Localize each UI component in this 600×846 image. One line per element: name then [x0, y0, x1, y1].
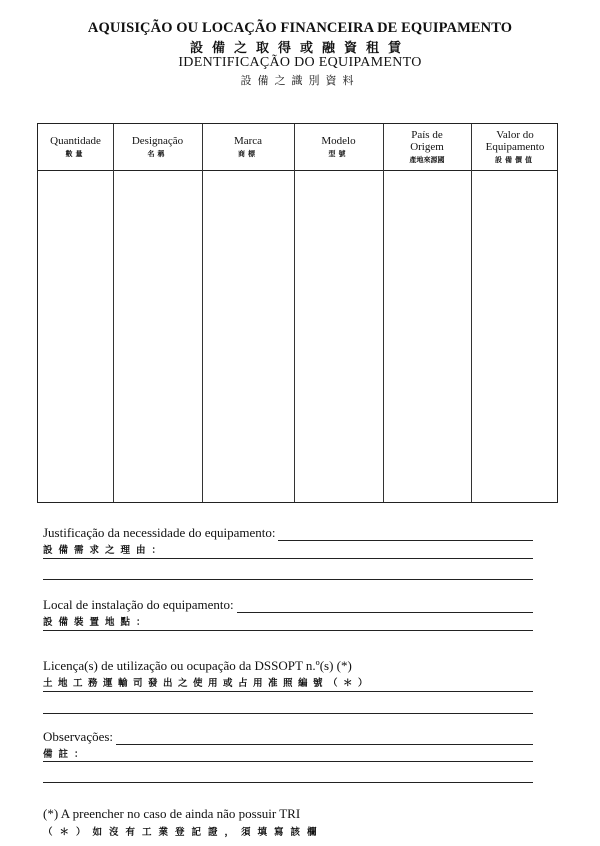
header-label-chinese: 商標 [238, 149, 258, 158]
column-divider [113, 124, 114, 502]
header-label-chinese: 設備價值 [495, 155, 535, 164]
column-header-model [294, 124, 383, 170]
header-label-chinese: 數量 [65, 149, 86, 158]
justification-field [43, 525, 533, 556]
licence-label-chinese: 土地工務運輸司發出之使用或占用准照編號（＊） [43, 678, 374, 689]
header-label: Valor do Equipamento [485, 128, 545, 153]
form-title: AQUISIÇÃO OU LOCAÇÃO FINANCEIRA DE EQUIPAMENTO [87, 20, 513, 36]
form-subtitle-chinese: 設備之識別資料 [240, 74, 360, 87]
footnote: (*) A preencher no caso de ainda não possuir TRI [43, 806, 301, 821]
location-label: Local de instalação do equipamento: [43, 597, 234, 612]
header-label: País de Origem [410, 128, 444, 153]
column-header-country-of-origin [383, 124, 471, 170]
footnote-chinese: （＊）如沒有工業登記證，須填寫該欄 [43, 827, 324, 838]
form-subtitle: IDENTIFICAÇÃO DO EQUIPAMENTO [178, 55, 422, 70]
column-header-equipment-value [471, 124, 559, 170]
header-label-chinese: 產地來源國 [409, 155, 445, 164]
observations-input-line[interactable] [43, 761, 533, 762]
equipment-table [37, 123, 558, 503]
header-label-chinese: 名稱 [147, 149, 168, 158]
location-input-line[interactable] [43, 630, 533, 631]
justification-input-line[interactable] [43, 558, 533, 559]
column-divider [294, 124, 295, 502]
observations-label-chinese: 備註： [43, 749, 90, 760]
header-label-chinese: 型號 [328, 149, 349, 158]
licence-input-line[interactable] [43, 691, 533, 692]
justification-input[interactable] [278, 529, 533, 541]
header-label: Designação [131, 134, 184, 147]
observations-label: Observações: [43, 729, 114, 744]
header-label: Marca [233, 134, 263, 147]
column-header-quantity [38, 124, 113, 170]
justification-input-line[interactable] [43, 579, 533, 580]
location-input[interactable] [237, 601, 533, 613]
header-label: Modelo [321, 134, 356, 147]
column-header-brand [202, 124, 294, 170]
justification-label: Justificação da necessidade do equipamento: [43, 525, 276, 540]
column-divider [383, 124, 384, 502]
observations-input[interactable] [116, 733, 533, 745]
licence-label: Licença(s) de utilização ou ocupação da DSSOPT n.º(s) (*) [43, 658, 352, 673]
column-divider [471, 124, 472, 502]
column-header-designation [113, 124, 202, 170]
header-label: Quantidade [50, 134, 101, 147]
column-divider [202, 124, 203, 502]
licence-field [43, 658, 533, 689]
licence-input-line[interactable] [43, 713, 533, 714]
form-title-chinese: 設備之取得或融資租賃 [189, 41, 410, 56]
location-label-chinese: 設備裝置地點： [43, 617, 152, 628]
location-field [43, 597, 533, 628]
observations-input-line[interactable] [43, 782, 533, 783]
justification-label-chinese: 設備需求之理由： [43, 545, 168, 556]
observations-field [43, 729, 533, 760]
